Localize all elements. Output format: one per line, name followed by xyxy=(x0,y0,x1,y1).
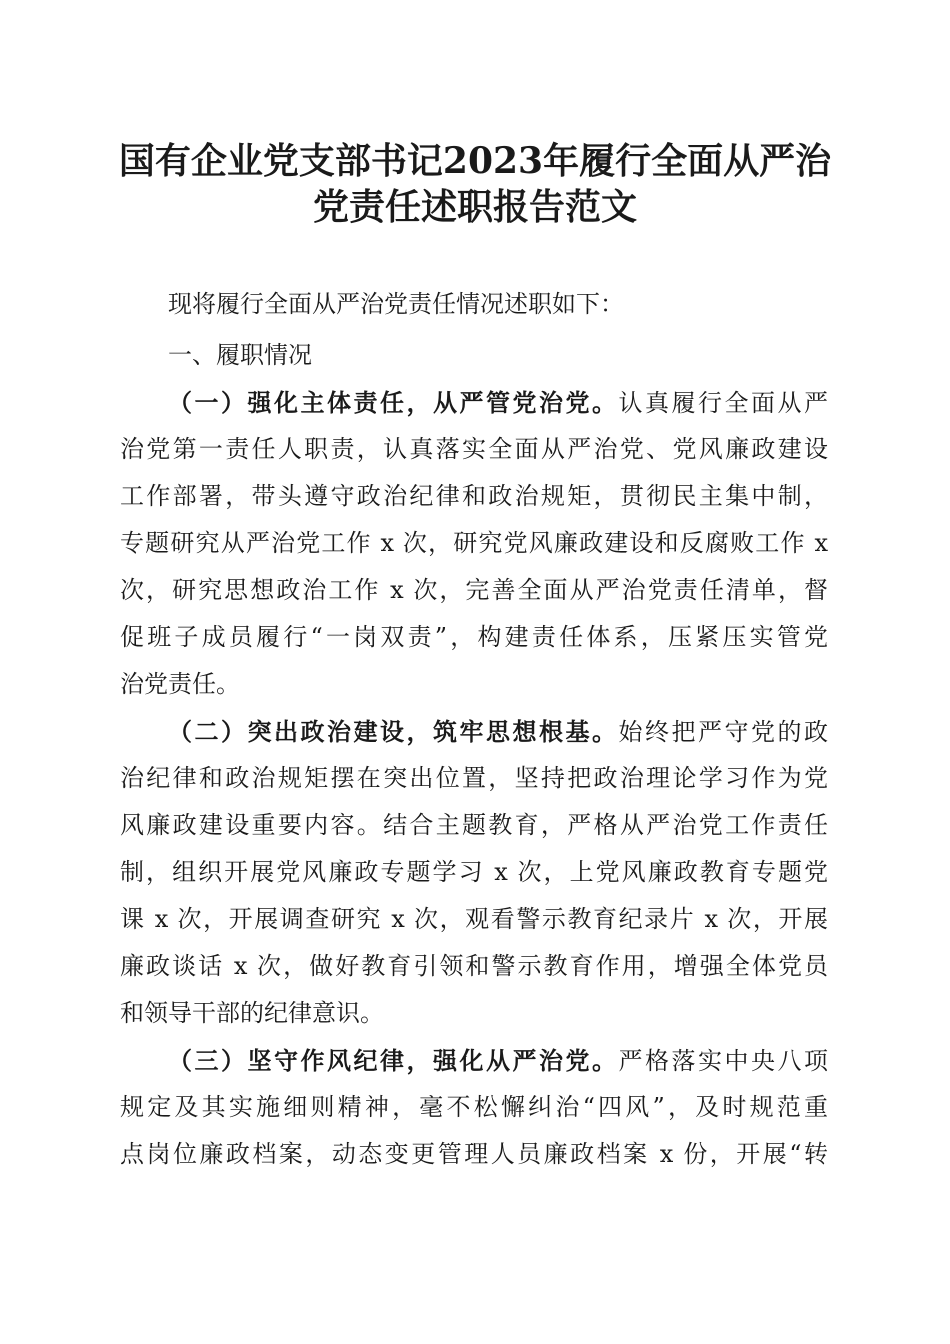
paragraph-1-line-2: 治党第一责任人职责，认真落实全面从严治党、党风廉政建设 xyxy=(120,435,828,463)
title-line-1: 国有企业党支部书记2023年履行全面从严治 xyxy=(118,140,832,182)
section-heading-1: 一、履职情况 xyxy=(168,341,312,369)
paragraph-2 xyxy=(120,708,828,1037)
paragraph-3-line-1 xyxy=(120,1037,828,1084)
document-body xyxy=(120,281,828,1178)
paragraph-1-text-1: 认真履行全面从严 xyxy=(618,389,828,417)
document-title xyxy=(100,138,850,230)
title-line-2: 党责任述职报告范文 xyxy=(312,186,637,228)
paragraph-1-line-4: 专题研究从严治党工作 x 次，研究党风廉政建设和反腐败工作 x xyxy=(120,529,828,557)
paragraph-1-line-1 xyxy=(120,379,828,426)
paragraph-2-line-1 xyxy=(120,708,828,755)
paragraph-2-line-3: 风廉政建设重要内容。结合主题教育，严格从严治党工作责任 xyxy=(120,811,828,839)
paragraph-1-subheading: （一）强化主体责任，从严管党治党。 xyxy=(168,388,619,417)
paragraph-3-line-2: 规定及其实施细则精神，毫不松懈纠治“四风”，及时规范重 xyxy=(120,1093,828,1121)
paragraph-2-line-4: 制，组织开展党风廉政专题学习 x 次，上党风廉政教育专题党 xyxy=(120,858,828,886)
paragraph-2-line-6: 廉政谈话 x 次，做好教育引领和警示教育作用，增强全体党员 xyxy=(120,952,828,980)
paragraph-1 xyxy=(120,379,828,708)
paragraph-1-line-7: 治党责任。 xyxy=(120,670,240,698)
intro-paragraph: 现将履行全面从严治党责任情况述职如下： xyxy=(168,290,624,318)
paragraph-1-line-5: 次，研究思想政治工作 x 次，完善全面从严治党责任清单，督 xyxy=(120,576,828,604)
paragraph-2-line-5: 课 x 次，开展调查研究 x 次，观看警示教育纪录片 x 次，开展 xyxy=(120,905,828,933)
paragraph-1-line-3: 工作部署，带头遵守政治纪律和政治规矩，贯彻民主集中制， xyxy=(120,482,828,510)
paragraph-3 xyxy=(120,1037,828,1178)
paragraph-3-line-3: 点岗位廉政档案，动态变更管理人员廉政档案 x 份，开展“转 xyxy=(120,1140,828,1168)
paragraph-2-line-7: 和领导干部的纪律意识。 xyxy=(120,999,384,1027)
paragraph-1-line-6: 促班子成员履行“一岗双责”，构建责任体系，压紧压实管党 xyxy=(120,623,828,651)
paragraph-2-subheading: （二）突出政治建设，筑牢思想根基。 xyxy=(168,717,619,746)
paragraph-2-text-1: 始终把严守党的政 xyxy=(618,718,828,746)
paragraph-3-text-1: 严格落实中央八项 xyxy=(618,1047,828,1075)
paragraph-3-subheading: （三）坚守作风纪律，强化从严治党。 xyxy=(168,1046,619,1075)
paragraph-2-line-2: 治纪律和政治规矩摆在突出位置，坚持把政治理论学习作为党 xyxy=(120,764,828,792)
